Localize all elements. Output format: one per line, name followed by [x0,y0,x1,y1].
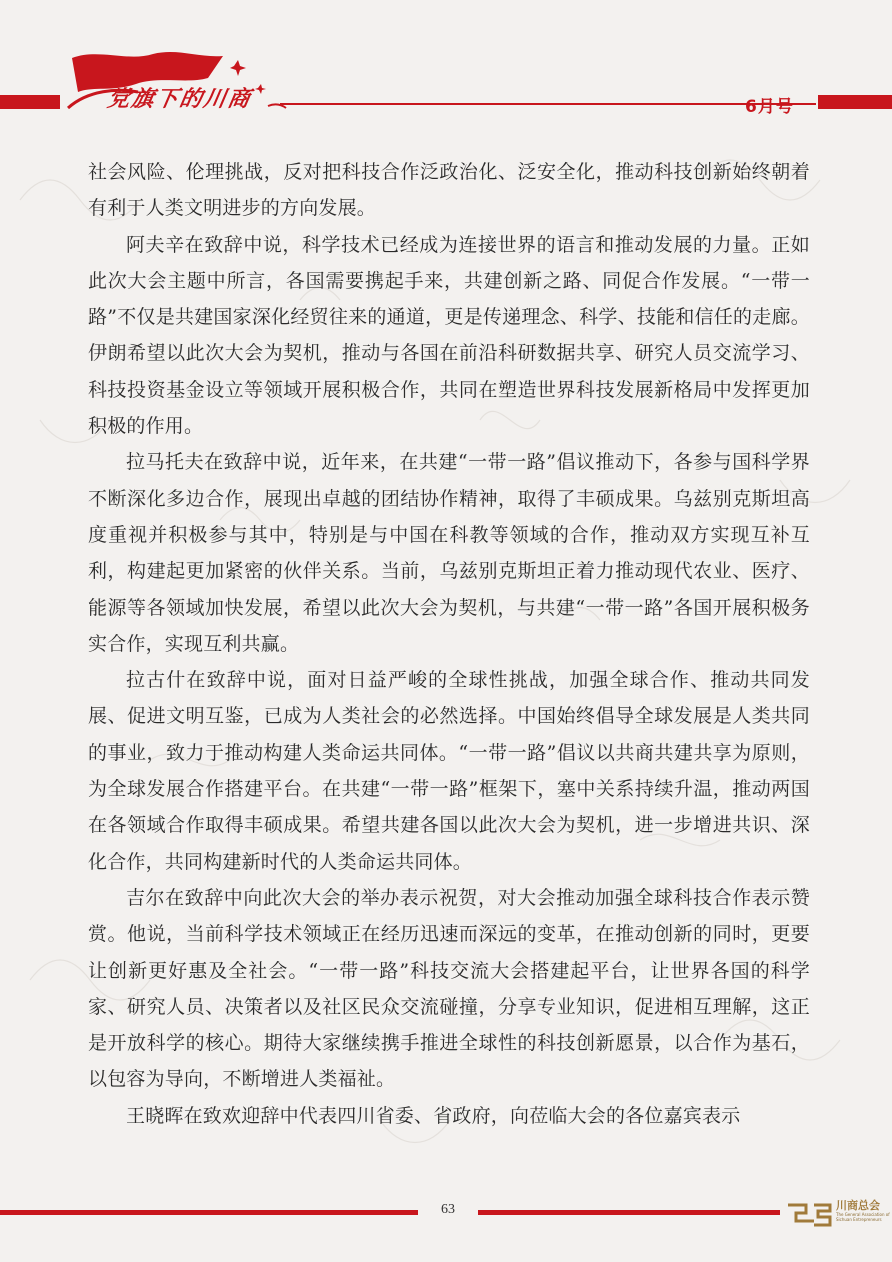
issue-label: 6月号 [745,97,794,117]
brand-subtitle: The General Association of Sichuan Entrepreneurs [836,1212,890,1222]
magazine-logo-text: 党旗下的川商 [105,86,255,112]
header-accent-bar-right [818,95,892,109]
header-divider [280,103,816,105]
article-body [88,154,810,1134]
page-number: 63 [441,1202,455,1217]
paragraph: 阿夫辛在致辞中说，科学技术已经成为连接世界的语言和推动发展的力量。正如此次大会主题中所言，各国需要携起手来，共建创新之路、同促合作发展。“一带一路”不仅是共建国家深化经贸往来的通道，更是传递理念、科学、技能和信任的走廊。伊朗希望以此次大会为契机，推动与各国在前沿科研数据共享、研究人员交流学习、科技投资基金设立等领域开展积极合作，共同在塑造世界科技发展新格局中发挥更加积极的作用。 [88,233,810,438]
header-accent-bar-left [0,95,60,109]
footer-divider-right [478,1210,780,1215]
paragraph: 社会风险、伦理挑战，反对把科技合作泛政治化、泛安全化，推动科技创新始终朝着有利于人类文明进步的方向发展。 [88,161,810,220]
paragraph: 拉马托夫在致辞中说，近年来，在共建“一带一路”倡议推动下，各参与国科学界不断深化多边合作，展现出卓越的团结协作精神，取得了丰硕成果。乌兹别克斯坦高度重视并积极参与其中，特别是与中国在科教等领域的合作，推动双方实现互补互利，构建起更加紧密的伙伴关系。当前，乌兹别克斯坦正着力推动现代农业、医疗、能源等各领域加快发展，希望以此次大会为契机，与共建“一带一路”各国开展积极务实合作，实现互利共赢。 [88,451,810,655]
paragraph: 吉尔在致辞中向此次大会的举办表示祝贺，对大会推动加强全球科技合作表示赞赏。他说，当前科学技术领域正在经历迅速而深远的变革，在推动创新的同时，更要让创新更好惠及全社会。“一带一路”科技交流大会搭建起平台，让世界各国的科学家、研究人员、决策者以及社区民众交流碰撞，分享专业知识，促进相互理解，这正是开放科学的核心。期待大家继续携手推进全球性的科技创新愿景，以合作为基石，以包容为导向，不断增进人类福祉。 [88,886,810,1091]
brand-name: 川商总会 [836,1199,880,1212]
page-header [0,0,892,140]
paragraph: 王晓晖在致欢迎辞中代表四川省委、省政府，向莅临大会的各位嘉宾表示 [126,1104,741,1127]
footer-divider-left [0,1210,418,1215]
paragraph: 拉古什在致辞中说，面对日益严峻的全球性挑战，加强全球合作、推动共同发展、促进文明互鉴，已成为人类社会的必然选择。中国始终倡导全球发展是人类共同的事业，致力于推动构建人类命运共同体。“一带一路”倡议以共商共建共享为原则，为全球发展合作搭建平台。在共建“一带一路”框架下，塞中关系持续升温，推动两国在各领域合作取得丰硕成果。希望共建各国以此次大会为契机，进一步增进共识、深化合作，共同构建新时代的人类命运共同体。 [88,669,810,873]
